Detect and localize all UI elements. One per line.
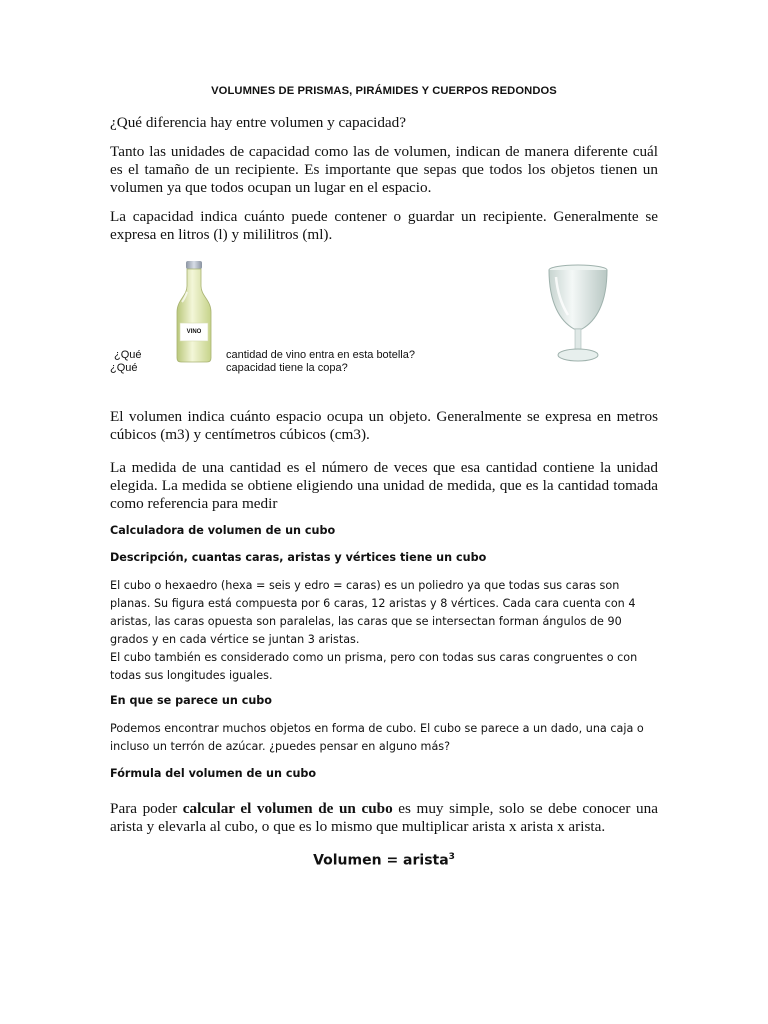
heading-cube-calculator: Calculadora de volumen de un cubo bbox=[110, 524, 336, 537]
formula-exponent: 3 bbox=[448, 852, 455, 862]
document-title: VOLUMNES DE PRISMAS, PIRÁMIDES Y CUERPOS REDONDOS bbox=[211, 85, 557, 97]
cube-description-1: El cubo o hexaedro (hexa = seis y edro = caras) es un poliedro ya que todas sus caras son planas. Su figura está compuesta por 6 caras, 12 aristas y 8 vértices. Cada cara cuenta con 4 aristas, las caras opuesta son paralelas, las caras que se intersectan forman ángulos de 90 grados y en cada vértice se juntan 3 aristas. bbox=[110, 579, 636, 646]
paragraph-cube-similar: Podemos encontrar muchos objetos en forma de cubo. El cubo se parece a un dado, una caja o incluso un terrón de azúcar. ¿puedes pensar en alguno más? bbox=[110, 722, 644, 753]
formula-text: Volumen = arista bbox=[313, 852, 449, 869]
formula-intro-bold: calcular el volumen de un cubo bbox=[182, 800, 393, 817]
cube-description-2: El cubo también es considerado como un prisma, pero con todas sus caras congruentes o con todas sus longitudes iguales. bbox=[110, 651, 638, 682]
formula-intro-end: es muy simple, solo se debe conocer una arista y elevarla al cubo, o que es lo mismo que multiplicar arista x arista x arista. bbox=[110, 800, 658, 835]
caption-question-1: ¿Qué bbox=[114, 349, 142, 361]
formula-intro-start: Para poder bbox=[110, 800, 183, 817]
question-heading: ¿Qué diferencia hay entre volumen y capacidad? bbox=[110, 114, 407, 131]
bottle-label: VINO bbox=[186, 329, 202, 335]
heading-cube-description: Descripción, cuantas caras, aristas y vértices tiene un cubo bbox=[110, 551, 487, 564]
paragraph-capacity: La capacidad indica cuánto puede contener o guardar un recipiente. Generalmente se expresa en litros (l) y mililitros (ml). bbox=[110, 208, 658, 243]
paragraph-cube-description bbox=[110, 577, 658, 685]
heading-cube-formula: Fórmula del volumen de un cubo bbox=[110, 767, 317, 780]
paragraph-measure: La medida de una cantidad es el número de veces que esa cantidad contiene la unidad elegida. La medida se obtiene eligiendo una unidad de medida, que es la cantidad tomada como referencia para medir bbox=[110, 459, 658, 512]
paragraph-units: Tanto las unidades de capacidad como las de volumen, indican de manera diferente cuál es el tamaño de un recipiente. Es importante que sepas que todos los objetos tienen un volumen ya que todos ocupan un lugar en el espacio. bbox=[110, 143, 658, 196]
volume-formula bbox=[110, 852, 658, 869]
caption-bottle-text: cantidad de vino entra en esta botella? bbox=[226, 349, 415, 361]
wine-bottle-image bbox=[173, 260, 215, 364]
heading-cube-similar: En que se parece un cubo bbox=[110, 694, 272, 707]
paragraph-volume: El volumen indica cuánto espacio ocupa un objeto. Generalmente se expresa en metros cúbicos (m3) y centímetros cúbicos (cm3). bbox=[110, 408, 658, 443]
paragraph-formula-intro bbox=[110, 800, 658, 836]
caption-glass-text: capacidad tiene la copa? bbox=[226, 362, 348, 374]
wine-glass-image bbox=[546, 263, 610, 367]
caption-question-2: ¿Qué bbox=[110, 362, 138, 374]
